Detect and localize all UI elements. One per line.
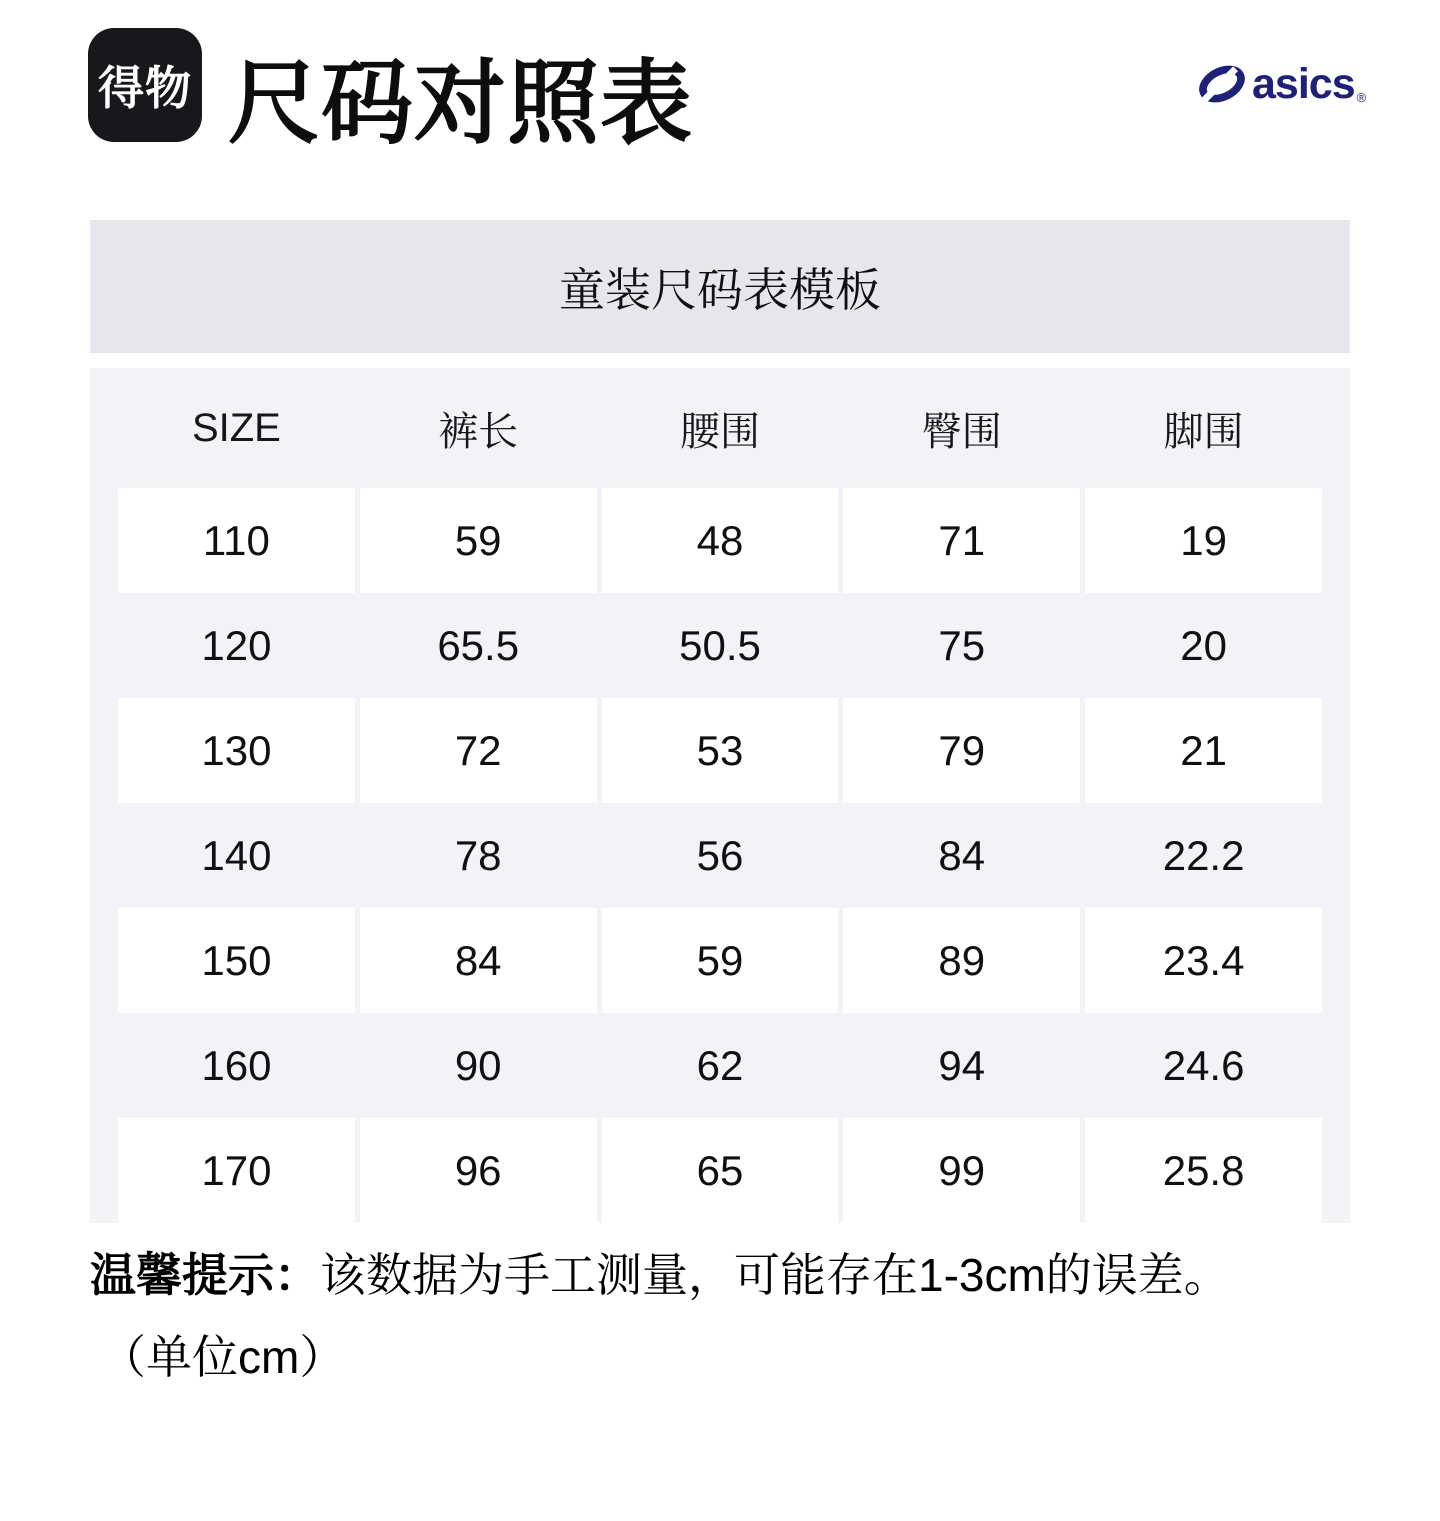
table-header-row bbox=[118, 368, 1322, 488]
table-cell: 21 bbox=[1085, 698, 1322, 803]
table-banner-title: 童装尺码表模板 bbox=[559, 263, 881, 316]
table-cell: 99 bbox=[843, 1118, 1080, 1223]
note-label: 温馨提示： bbox=[90, 1249, 320, 1301]
table-cell: 75 bbox=[938, 621, 986, 669]
table-row bbox=[118, 698, 1322, 803]
column-header: 脚围 bbox=[1163, 409, 1244, 454]
asics-logo bbox=[1196, 59, 1367, 108]
column-header: 腰围 bbox=[679, 409, 760, 454]
table-cell: 130 bbox=[118, 698, 355, 803]
table-cell: 50.5 bbox=[679, 621, 761, 669]
table-cell: 160 bbox=[201, 1041, 272, 1089]
column-header: 裤长 bbox=[438, 409, 519, 454]
footer-note bbox=[90, 1246, 1400, 1386]
registered-trademark-symbol: ® bbox=[1356, 90, 1367, 105]
column-header: 臀围 bbox=[921, 409, 1002, 454]
table-cell: 48 bbox=[602, 488, 839, 593]
table-cell: 110 bbox=[118, 488, 355, 593]
table-cell: 71 bbox=[843, 488, 1080, 593]
table-cell: 84 bbox=[360, 908, 597, 1013]
table-cell: 78 bbox=[454, 831, 502, 879]
table-row bbox=[118, 488, 1322, 593]
table-cell: 94 bbox=[938, 1041, 986, 1089]
table-cell: 96 bbox=[360, 1118, 597, 1223]
table-cell: 65.5 bbox=[437, 621, 520, 669]
asics-wordmark: asics bbox=[1252, 59, 1355, 108]
table-row bbox=[118, 1118, 1322, 1223]
table-cell: 72 bbox=[360, 698, 597, 803]
table-cell: 25.8 bbox=[1085, 1118, 1322, 1223]
table-cell: 120 bbox=[201, 621, 272, 669]
column-header: SIZE bbox=[191, 405, 281, 450]
table-row bbox=[118, 593, 1322, 698]
dewu-logo bbox=[88, 28, 202, 142]
table-cell: 150 bbox=[118, 908, 355, 1013]
table-cell: 79 bbox=[843, 698, 1080, 803]
table-cell: 56 bbox=[696, 831, 744, 879]
table-cell: 90 bbox=[454, 1041, 502, 1089]
table-cell: 53 bbox=[602, 698, 839, 803]
note-line1 bbox=[90, 1246, 1400, 1304]
asics-spiral-icon bbox=[1196, 62, 1248, 106]
table-row bbox=[118, 1013, 1322, 1118]
table-row bbox=[118, 803, 1322, 908]
table-row bbox=[118, 908, 1322, 1013]
table-banner bbox=[90, 220, 1350, 353]
table-body bbox=[118, 488, 1322, 1223]
dewu-logo-text: 得物 bbox=[98, 62, 192, 114]
size-table bbox=[90, 368, 1350, 1223]
table-cell: 62 bbox=[696, 1041, 744, 1089]
table-cell: 24.6 bbox=[1162, 1041, 1245, 1089]
table-cell: 65 bbox=[602, 1118, 839, 1223]
table-cell: 89 bbox=[843, 908, 1080, 1013]
note-text: 该数据为手工测量，可能存在1-3cm的误差。 bbox=[320, 1249, 1230, 1301]
table-cell: 84 bbox=[938, 831, 986, 879]
table-cell: 170 bbox=[118, 1118, 355, 1223]
note-unit: （单位cm） bbox=[100, 1331, 346, 1383]
table-cell: 22.2 bbox=[1162, 831, 1245, 879]
table-cell: 140 bbox=[201, 831, 272, 879]
page-title: 尺码对照表 bbox=[228, 53, 694, 155]
table-cell: 20 bbox=[1180, 621, 1227, 669]
table-cell: 23.4 bbox=[1085, 908, 1322, 1013]
table-cell: 59 bbox=[602, 908, 839, 1013]
table-cell: 19 bbox=[1085, 488, 1322, 593]
table-cell: 59 bbox=[360, 488, 597, 593]
